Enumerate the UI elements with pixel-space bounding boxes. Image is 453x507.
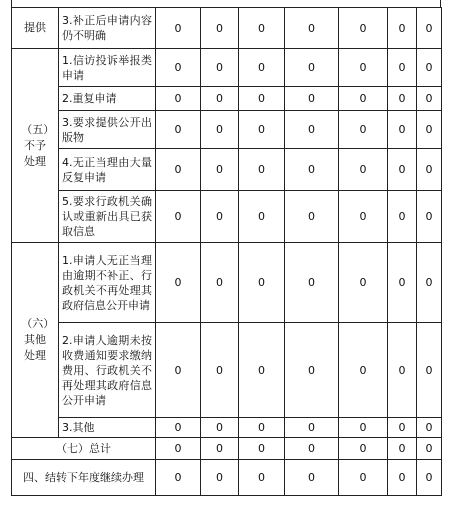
cell-value: 0 xyxy=(417,8,442,49)
row-label: 1.申请人无正当理由逾期不补正、行政机关不再处理其政府信息公开申请 xyxy=(59,243,156,323)
cell-value: 0 xyxy=(339,191,388,243)
total-label: （七）总计 xyxy=(12,438,156,460)
cell-value: 0 xyxy=(388,87,417,111)
cell-value: 0 xyxy=(156,191,201,243)
table-row xyxy=(12,87,442,111)
cell-value: 0 xyxy=(201,460,239,496)
cell-value: 0 xyxy=(417,149,442,191)
cell-value: 0 xyxy=(388,418,417,438)
cell-value: 0 xyxy=(156,460,201,496)
cell-value: 0 xyxy=(417,438,442,460)
cell-value: 0 xyxy=(239,460,285,496)
cell-value: 0 xyxy=(388,149,417,191)
table-row xyxy=(12,418,442,438)
carry-over-label: 四、结转下年度继续办理 xyxy=(12,460,156,496)
cell-value: 0 xyxy=(339,8,388,49)
table-row-total xyxy=(12,438,442,460)
cell-value: 0 xyxy=(285,191,339,243)
cell-value: 0 xyxy=(156,418,201,438)
table-row xyxy=(12,49,442,87)
cell-value: 0 xyxy=(239,111,285,149)
cell-value: 0 xyxy=(201,49,239,87)
cell-value: 0 xyxy=(417,191,442,243)
row-label: 1.信访投诉举报类申请 xyxy=(59,49,156,87)
table-row xyxy=(12,111,442,149)
cell-value: 0 xyxy=(156,149,201,191)
cell-value: 0 xyxy=(239,49,285,87)
cell-value: 0 xyxy=(156,8,201,49)
cell-value: 0 xyxy=(239,438,285,460)
cell-value: 0 xyxy=(201,8,239,49)
cell-value: 0 xyxy=(417,243,442,323)
cell-value: 0 xyxy=(201,191,239,243)
row-label: 3.要求提供公开出版物 xyxy=(59,111,156,149)
cell-value: 0 xyxy=(239,243,285,323)
group-label-not-processed: （五）不予处理 xyxy=(12,49,59,243)
cell-value: 0 xyxy=(339,460,388,496)
cell-value: 0 xyxy=(388,8,417,49)
cell-value: 0 xyxy=(156,111,201,149)
row-label: 3.其他 xyxy=(59,418,156,438)
cell-value: 0 xyxy=(388,243,417,323)
cell-value: 0 xyxy=(388,323,417,418)
cell-value: 0 xyxy=(339,49,388,87)
cell-value: 0 xyxy=(417,418,442,438)
cell-value: 0 xyxy=(285,8,339,49)
table-top-right-border xyxy=(440,0,441,7)
cell-value: 0 xyxy=(239,8,285,49)
row-label: 2.重复申请 xyxy=(59,87,156,111)
cell-value: 0 xyxy=(156,87,201,111)
cell-value: 0 xyxy=(239,323,285,418)
cell-value: 0 xyxy=(156,323,201,418)
cell-value: 0 xyxy=(201,111,239,149)
cell-value: 0 xyxy=(201,87,239,111)
cell-value: 0 xyxy=(239,191,285,243)
cell-value: 0 xyxy=(156,243,201,323)
cell-value: 0 xyxy=(201,149,239,191)
cell-value: 0 xyxy=(285,87,339,111)
table-row xyxy=(12,323,442,418)
cell-value: 0 xyxy=(201,418,239,438)
table-row xyxy=(12,191,442,243)
row-label: 3.补正后申请内容仍不明确 xyxy=(59,8,156,49)
cell-value: 0 xyxy=(339,243,388,323)
cell-value: 0 xyxy=(417,49,442,87)
cell-value: 0 xyxy=(285,438,339,460)
cell-value: 0 xyxy=(339,438,388,460)
table-row xyxy=(12,149,442,191)
cell-value: 0 xyxy=(156,49,201,87)
cell-value: 0 xyxy=(339,111,388,149)
table-row xyxy=(12,8,442,49)
cell-value: 0 xyxy=(388,111,417,149)
cell-value: 0 xyxy=(339,418,388,438)
cell-value: 0 xyxy=(285,418,339,438)
cell-value: 0 xyxy=(339,87,388,111)
table-top-left-border xyxy=(11,0,12,7)
cell-value: 0 xyxy=(156,438,201,460)
cell-value: 0 xyxy=(239,418,285,438)
group-label-provide: 提供 xyxy=(12,8,59,49)
cell-value: 0 xyxy=(285,323,339,418)
table-row xyxy=(12,243,442,323)
cell-value: 0 xyxy=(239,87,285,111)
group-label-other-processing: （六）其他处理 xyxy=(12,243,59,438)
cell-value: 0 xyxy=(201,243,239,323)
cell-value: 0 xyxy=(201,323,239,418)
table-row-carry-over xyxy=(12,460,442,496)
cell-value: 0 xyxy=(285,149,339,191)
cell-value: 0 xyxy=(201,438,239,460)
cell-value: 0 xyxy=(285,111,339,149)
cell-value: 0 xyxy=(417,87,442,111)
cell-value: 0 xyxy=(285,49,339,87)
cell-value: 0 xyxy=(285,243,339,323)
cell-value: 0 xyxy=(417,460,442,496)
cell-value: 0 xyxy=(417,323,442,418)
cell-value: 0 xyxy=(285,460,339,496)
row-label: 2.申请人逾期未按收费通知要求缴纳费用、行政机关不再处理其政府信息公开申请 xyxy=(59,323,156,418)
row-label: 4.无正当理由大量反复申请 xyxy=(59,149,156,191)
cell-value: 0 xyxy=(339,149,388,191)
cell-value: 0 xyxy=(388,191,417,243)
cell-value: 0 xyxy=(339,323,388,418)
cell-value: 0 xyxy=(239,149,285,191)
cell-value: 0 xyxy=(388,49,417,87)
disclosure-statistics-table xyxy=(11,7,442,496)
cell-value: 0 xyxy=(388,438,417,460)
cell-value: 0 xyxy=(417,111,442,149)
cell-value: 0 xyxy=(388,460,417,496)
row-label: 5.要求行政机关确认或重新出具已获取信息 xyxy=(59,191,156,243)
